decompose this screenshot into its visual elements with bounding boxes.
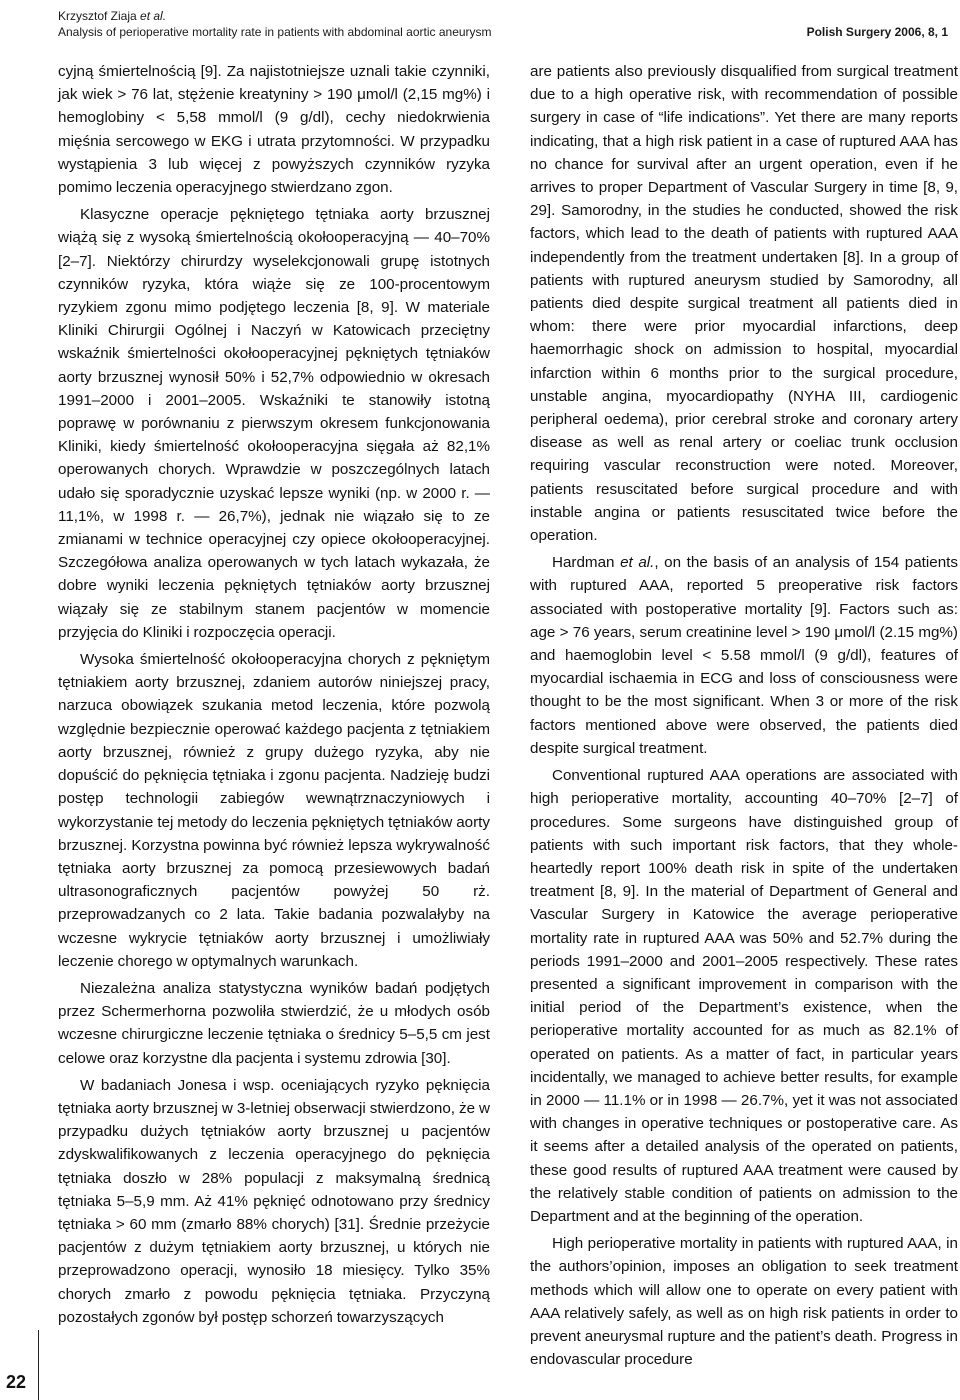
right-paragraph-4: High perioperative mortality in patients with ruptured AAA, in the authors’opinion, imposes an obligation to seek treatment methods which will allow one to operate on every patient with AAA relatively safely, as well as on high risk patients in order to prevent aneurysmal rupture and the patient’s death. Progress in endovascular procedure: [530, 1235, 958, 1369]
author-et-al: et al.: [136, 9, 167, 23]
right-paragraph-2: [530, 551, 958, 760]
left-paragraph-5: W badaniach Jonesa i wsp. oceniających ryzyko pęknięcia tętniaka aorty brzusznej w 3-letniej obserwacji stwierdzono, że w przypadku dużych tętniaków aorty brzusznej u pacjentów zdyskwalifikowanych z leczenia operacyjnego do pęknięcia tętniaka doszło w 28% populacji z maksymalną średnicą tętniaka 5–5,9 mm. Aż 41% pęknięć odnotowano przy średnicy tętniaka > 60 mm (zmarło 88% chorych) [31]. Średnie przeżycie pacjentów z dużym tętniakiem aorty brzusznej, u których nie przeprowadzono operacji, wynosiło 18 miesięcy. Tylko 35% chorych zmarło z powodu pęknięcia tętniaka. Przyczyną pozostałych zgonów był postęp schorzeń towarzyszących: [58, 1076, 490, 1326]
left-paragraph-3: Wysoka śmiertelność okołooperacyjna chorych z pękniętym tętniakiem aorty brzusznej, zdaniem autorów niniejszej pracy, narzuca obowiązek szukania metod leczenia, które pozwolą względnie bezpiecznie operować każdego pacjenta z tętniakiem aorty brzusznej, również z grupy dużego ryzyka, aby nie dopuścić do pęknięcia tętniaka i zgonu pacjenta. Nadzieję budzi postęp technologii zabiegów wewnątrznaczyniowych i wykorzystanie tej metody do leczenia pękniętych tętniaków aorty brzusznej. Korzystna powinna być również lepsza wykrywalność tętniaka aorty brzusznej za pomocą przesiewowych badań ultrasonograficznych pacjentów powyżej 50 rż. przeprowadzanych co 2 lata. Takie badania pozwalałyby na wczesne wykrycie tętniaków aorty brzusznej i umożliwiały leczenie chorego w optymalnych warunkach.: [58, 651, 490, 970]
hardman-continuation: , on the basis of an analysis of 154 patients with ruptured AAA, reported 5 preoperative risk factors associated with postoperative mortality [9]. Factors such as: age > 76 years, serum creatinine level > 190 μmol/l (2.15 mg%) and haemoglobin level < 5.58 mmol/l (9 g/dl), features of myocardial ischaemia in ECG and loss of consciousness were thought to be the most significant. When 3 or more of the risk factors mentioned above were observed, the patients died despite surgical treatment.: [530, 554, 958, 757]
header-article-title: Analysis of perioperative mortality rate in patients with abdominal aortic aneurysm: [58, 25, 492, 39]
left-paragraph-4: Niezależna analiza statystyczna wyników badań podjętych przez Schermerhorna pozwoliła stwierdzić, że u młodych osób wczesne chirurgiczne leczenie tętniaka o średnicy 5–5,5 cm jest celowe oraz korzystne dla pacjenta i systemu zdrowia [30].: [58, 979, 490, 1067]
et-al-italic: et al.: [620, 554, 655, 572]
author-name: Krzysztof Ziaja: [58, 9, 137, 23]
page-number: 22: [5, 1372, 27, 1392]
left-paragraph-2: Klasyczne operacje pękniętego tętniaka aorty brzusznej wiążą się z wysoką śmiertelnością okołooperacyjną — 40–70% [2–7]. Niektórzy chirurdzy wyselekcjonowali grupę istotnych czynników ryzyka, która wiąże się ze 100-procentowym ryzykiem zgonu mimo podjętego leczenia [8, 9]. W materiale Kliniki Chirurgii Ogólnej i Naczyń w Katowicach przeciętny wskaźnik śmiertelności okołooperacyjnej pękniętych tętniaków aorty brzusznej wynosił 50% i 52,7% odpowiednio w okresach 1991–2000 i 2001–2005. Wskaźniki te stanowiły istotną poprawę w porównaniu z pierwszym okresem funkcjonowania Kliniki, kiedy śmiertelność okołooperacyjna sięgała aż 82,1% operowanych chorych. Wprawdzie w poszczególnych latach udało się sporadycznie uzyskać lepsze wyniki (np. w 2000 r. — 11,1%, w 1998 r. — 26,7%), jednak nie wiązało się to ze zmianami w technice operacyjnej czy opiece okołooperacyjnej. Szczegółowa analiza operowanych w tych latach wykazała, że dobre wyniki leczenia pękniętych tętniaków aorty brzusznej wiązały się ze stabilnym stanem pacjentów w momencie przyjęcia do Kliniki i rozpoczęcia operacji.: [58, 206, 490, 641]
left-column-polish: [58, 60, 490, 1333]
header-journal: Polish Surgery 2006, 8, 1: [806, 25, 948, 39]
right-paragraph-1: are patients also previously disqualified from surgical treatment due to a high operative risk, with recommendation of possible surgery in case of “life indications”. Yet there are many reports indicating, that a high risk patient in a case of ruptured AAA has no chance for survival after an urgent operation, even if he arrives to proper Department of Vascular Surgery in time [8, 9, 29]. Samorodny, in the studies he conducted, showed the risk factors, which lead to the death of patients with ruptured AAA independently from the treatment undertaken [8]. In a group of patients with ruptured aneurysm studied by Samorodny, all patients died despite surgical treatment all patients died in whom: there were prior myocardial infarctions, deep haemorrhagic shock on admission to hospital, myocardial infarction within 6 months prior to the surgical procedure, unstable angina, myocardiopathy (NYHA III, cardiogenic peripheral oedema), prior cerebral stroke and coronary artery disease as well as renal artery or coeliac trunk occlusion requiring vascular reconstruction were noted. Moreover, patients resuscitated before surgical procedure and with instable angina or patients resuscitated twice before the operation.: [530, 63, 958, 545]
left-paragraph-1: cyjną śmiertelnością [9]. Za najistotniejsze uznali takie czynniki, jak wiek > 76 lat, stężenie kreatyniny > 190 μmol/l (2,15 mg%) i hemoglobiny < 5,58 mmol/l (9 g/dl), cechy niedokrwienia mięśnia sercowego w EKG i utrata przytomności. W przypadku wystąpienia 3 lub więcej z powyższych czynników ryzyka pomimo leczenia operacyjnego stwierdzano zgon.: [58, 63, 490, 197]
hardman-text: Hardman: [552, 554, 621, 572]
right-paragraph-3: Conventional ruptured AAA operations are associated with high perioperative mortality, accounting 40–70% [2–7] of procedures. Some surgeons have distinguished group of patients with such important risk factors, that they whole-heartedly report 100% death risk in spite of the undertaken treatment [8, 9]. In the material of Department of General and Vascular Surgery in Katowice the average perioperative mortality rate in ruptured AAA was 50% and 52.7% during the periods 1991–2000 and 2001–2005 respectively. These rates presented a significant improvement in comparison with the initial period of the Department’s existence, when the perioperative mortality accounted for as much as 82.1% of operated on patients. As a matter of fact, in particular years incidentally, we managed to achieve better results, for example in 2000 — 11.1% or in 1998 — 26.7%, yet it was not associated with changes in operative techniques or postoperative care. As it seems after a detailed analysis of the operated on patients, these good results of ruptured AAA treatment were caused by the relatively stable condition of patients on admission to the Department and at the beginning of the operation.: [530, 767, 958, 1225]
margin-rule: [38, 1330, 39, 1400]
running-header: [58, 8, 948, 48]
header-author: [58, 8, 948, 24]
right-column-english: [530, 60, 958, 1375]
